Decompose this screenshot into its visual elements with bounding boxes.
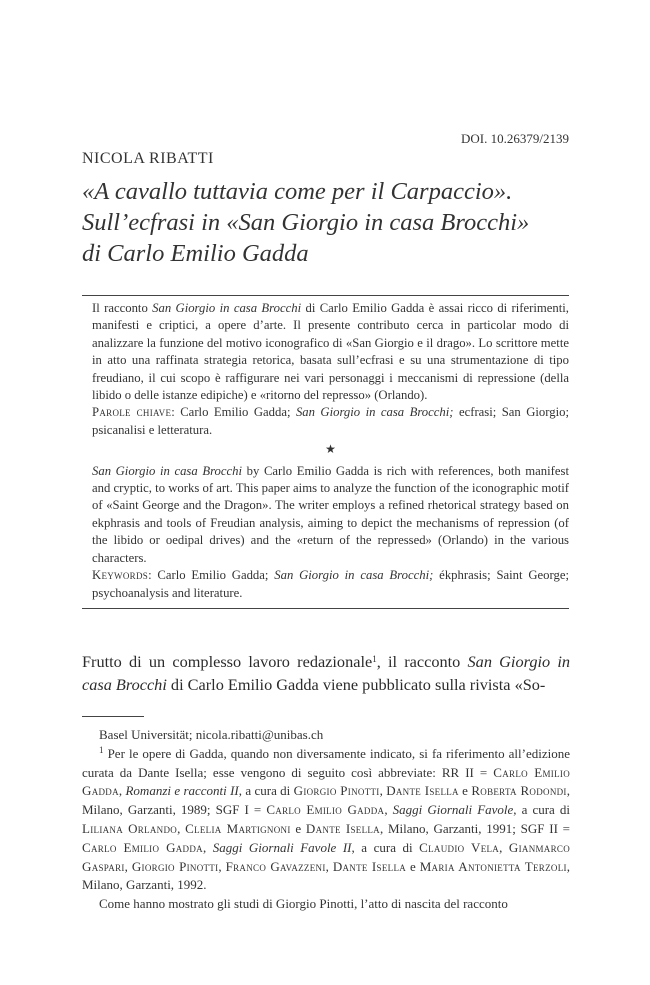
fn-text: , bbox=[379, 783, 387, 799]
abstract-box bbox=[82, 295, 569, 609]
fn-text: , a cura di bbox=[238, 783, 294, 799]
footnote-ref-1[interactable]: 1 bbox=[372, 654, 377, 664]
fn-name: Claudio Vela bbox=[419, 839, 500, 855]
title-line-1: «A cavallo tuttavia come per il Carpaccio». bbox=[82, 178, 513, 205]
fn-name: Roberta Rodondi bbox=[471, 783, 567, 799]
fn-text: , bbox=[325, 858, 333, 874]
fn-name: Dante Isella bbox=[386, 783, 459, 799]
fn-text: e bbox=[458, 783, 472, 799]
abstract-english bbox=[92, 463, 569, 567]
abstract-en-text: by Carlo Emilio Gadda is rich with references, both manifest and cryptic, to works of art. This paper aims to analyze the function of the iconographic motif of «Saint George and the Dragon». The writer employs a refined rhetorical strategy based on ekphrasis and tools of Freudian analysis, aiming to depict the mechanisms of repression (of the libido or oedipal drives) and the «return of the repressed» (Orlando) in the various characters. bbox=[92, 463, 569, 565]
fn-text: , bbox=[218, 858, 226, 874]
abstract-it-work-title: San Giorgio in casa Brocchi bbox=[152, 301, 302, 315]
keywords-it-work-title: San Giorgio in casa Brocchi; bbox=[295, 405, 454, 420]
body-text-b: , il racconto bbox=[376, 652, 468, 671]
keywords-it-text-b: ecfrasi; San Giorgio; psicanalisi e letteratura. bbox=[92, 405, 569, 437]
doi-label[interactable]: DOI. 10.26379/2139 bbox=[461, 131, 569, 146]
keywords-it-label: Parole chiave bbox=[92, 405, 172, 420]
footnotes bbox=[82, 726, 570, 914]
fn-name: Liliana Orlando bbox=[82, 820, 178, 836]
keywords-en-text-a: : Carlo Emilio Gadda; bbox=[148, 568, 275, 583]
fn-name: Giorgio Pinotti bbox=[293, 783, 380, 799]
title-line-3: di Carlo Emilio Gadda bbox=[82, 240, 309, 267]
fn-text: , bbox=[124, 858, 132, 874]
keywords-italian bbox=[92, 404, 569, 439]
keywords-en-label: Keywords bbox=[92, 568, 149, 583]
fn-name: Giorgio Pinotti bbox=[131, 858, 219, 874]
fn-text: , bbox=[202, 839, 213, 855]
fn-text: e bbox=[406, 858, 420, 874]
keywords-english bbox=[92, 567, 569, 602]
fn-name: Gianmarco Gaspari bbox=[82, 839, 570, 874]
fn-text: Per le opere di Gadda, quando non diversamente indicato, si fa riferimento all’edizione curata da Dante Isella; esse vengono di seguito così abbreviate: RR II = bbox=[82, 745, 570, 780]
footnote-divider bbox=[82, 716, 144, 717]
fn-text: , bbox=[384, 802, 393, 818]
body-text-c: di Carlo Emilio Gadda viene pubblicato sulla rivista «So- bbox=[166, 675, 546, 694]
author-affiliation: Basel Universität; nicola.ribatti@unibas.ch bbox=[99, 727, 324, 742]
fn-name: Carlo Emilio Gadda bbox=[82, 764, 570, 799]
keywords-en-work-title: San Giorgio in casa Brocchi; bbox=[274, 568, 434, 583]
fn-text: , bbox=[118, 783, 126, 799]
author-name: NICOLA RIBATTI bbox=[82, 150, 214, 167]
fn-text: , a cura di bbox=[513, 802, 570, 818]
separator-star-icon: ★ bbox=[325, 442, 336, 457]
keywords-it-text-a: : Carlo Emilio Gadda; bbox=[171, 405, 296, 420]
fn-name: Franco Gavazzeni bbox=[225, 858, 326, 874]
abstract-it-text-b: di Carlo Emilio Gadda è assai ricco di riferimenti, manifesti e criptici, a opere d’arte. Il presente contributo cerca in particolar modo di analizzare la funzione del motivo iconografico di «San Giorgio e il drago». Lo scrittore mette in atto una raffinata strategia retorica, basata sull’ecfrasi e su una strumentazione di tipo freudiano, il cui scopo è raffigurare nei vari personaggi i meccanismi di repressione (della libido o delle istanze edipiche) e «ritorno del represso» (Orlando). bbox=[92, 301, 569, 403]
fn-work-title: Saggi Giornali Favole II bbox=[212, 839, 352, 855]
fn-text: e bbox=[290, 820, 306, 836]
fn-name: Dante Isella bbox=[332, 858, 407, 874]
footnote-1-number: 1 bbox=[99, 744, 104, 755]
fn-text: , Milano, Garzanti, 1991; SGF II = bbox=[379, 820, 570, 836]
fn-text: , Milano, Garzanti, 1992. bbox=[82, 858, 571, 893]
fn-name: Carlo Emilio Gadda bbox=[82, 839, 203, 855]
article-title bbox=[82, 176, 582, 269]
body-work-title: San Giorgio in casa Brocchi bbox=[82, 652, 571, 694]
title-line-2: Sull’ecfrasi in «San Giorgio in casa Brocchi» bbox=[82, 209, 530, 236]
fn-text: , bbox=[177, 820, 186, 836]
abstract-italian bbox=[92, 300, 569, 404]
abstract-it-text-a: Il racconto bbox=[92, 301, 153, 315]
fn-name: Carlo Emilio Gadda bbox=[266, 802, 385, 818]
footnote-1 bbox=[82, 745, 570, 895]
fn-text: , a cura di bbox=[351, 839, 420, 855]
fn-name: Clelia Martignoni bbox=[185, 820, 291, 836]
keywords-en-text-b: ékphrasis; Saint George; psychoanalysis and literature. bbox=[92, 568, 569, 600]
body-text-a: Frutto di un complesso lavoro redazionale bbox=[82, 652, 373, 671]
fn-text: , bbox=[499, 839, 509, 855]
fn-name: Dante Isella bbox=[305, 820, 380, 836]
fn-text: , Milano, Garzanti, 1989; SGF I = bbox=[82, 783, 570, 818]
abstract-en-work-title: San Giorgio in casa Brocchi bbox=[92, 463, 243, 478]
body-paragraph bbox=[82, 650, 570, 696]
fn-work-title: Saggi Giornali Favole bbox=[392, 802, 514, 818]
fn-name: Maria Antonietta Terzoli bbox=[419, 858, 567, 874]
fn-work-title: Romanzi e racconti II bbox=[125, 783, 239, 799]
footnote-continuation: Come hanno mostrato gli studi di Giorgio Pinotti, l’atto di nascita del racconto bbox=[99, 896, 508, 912]
